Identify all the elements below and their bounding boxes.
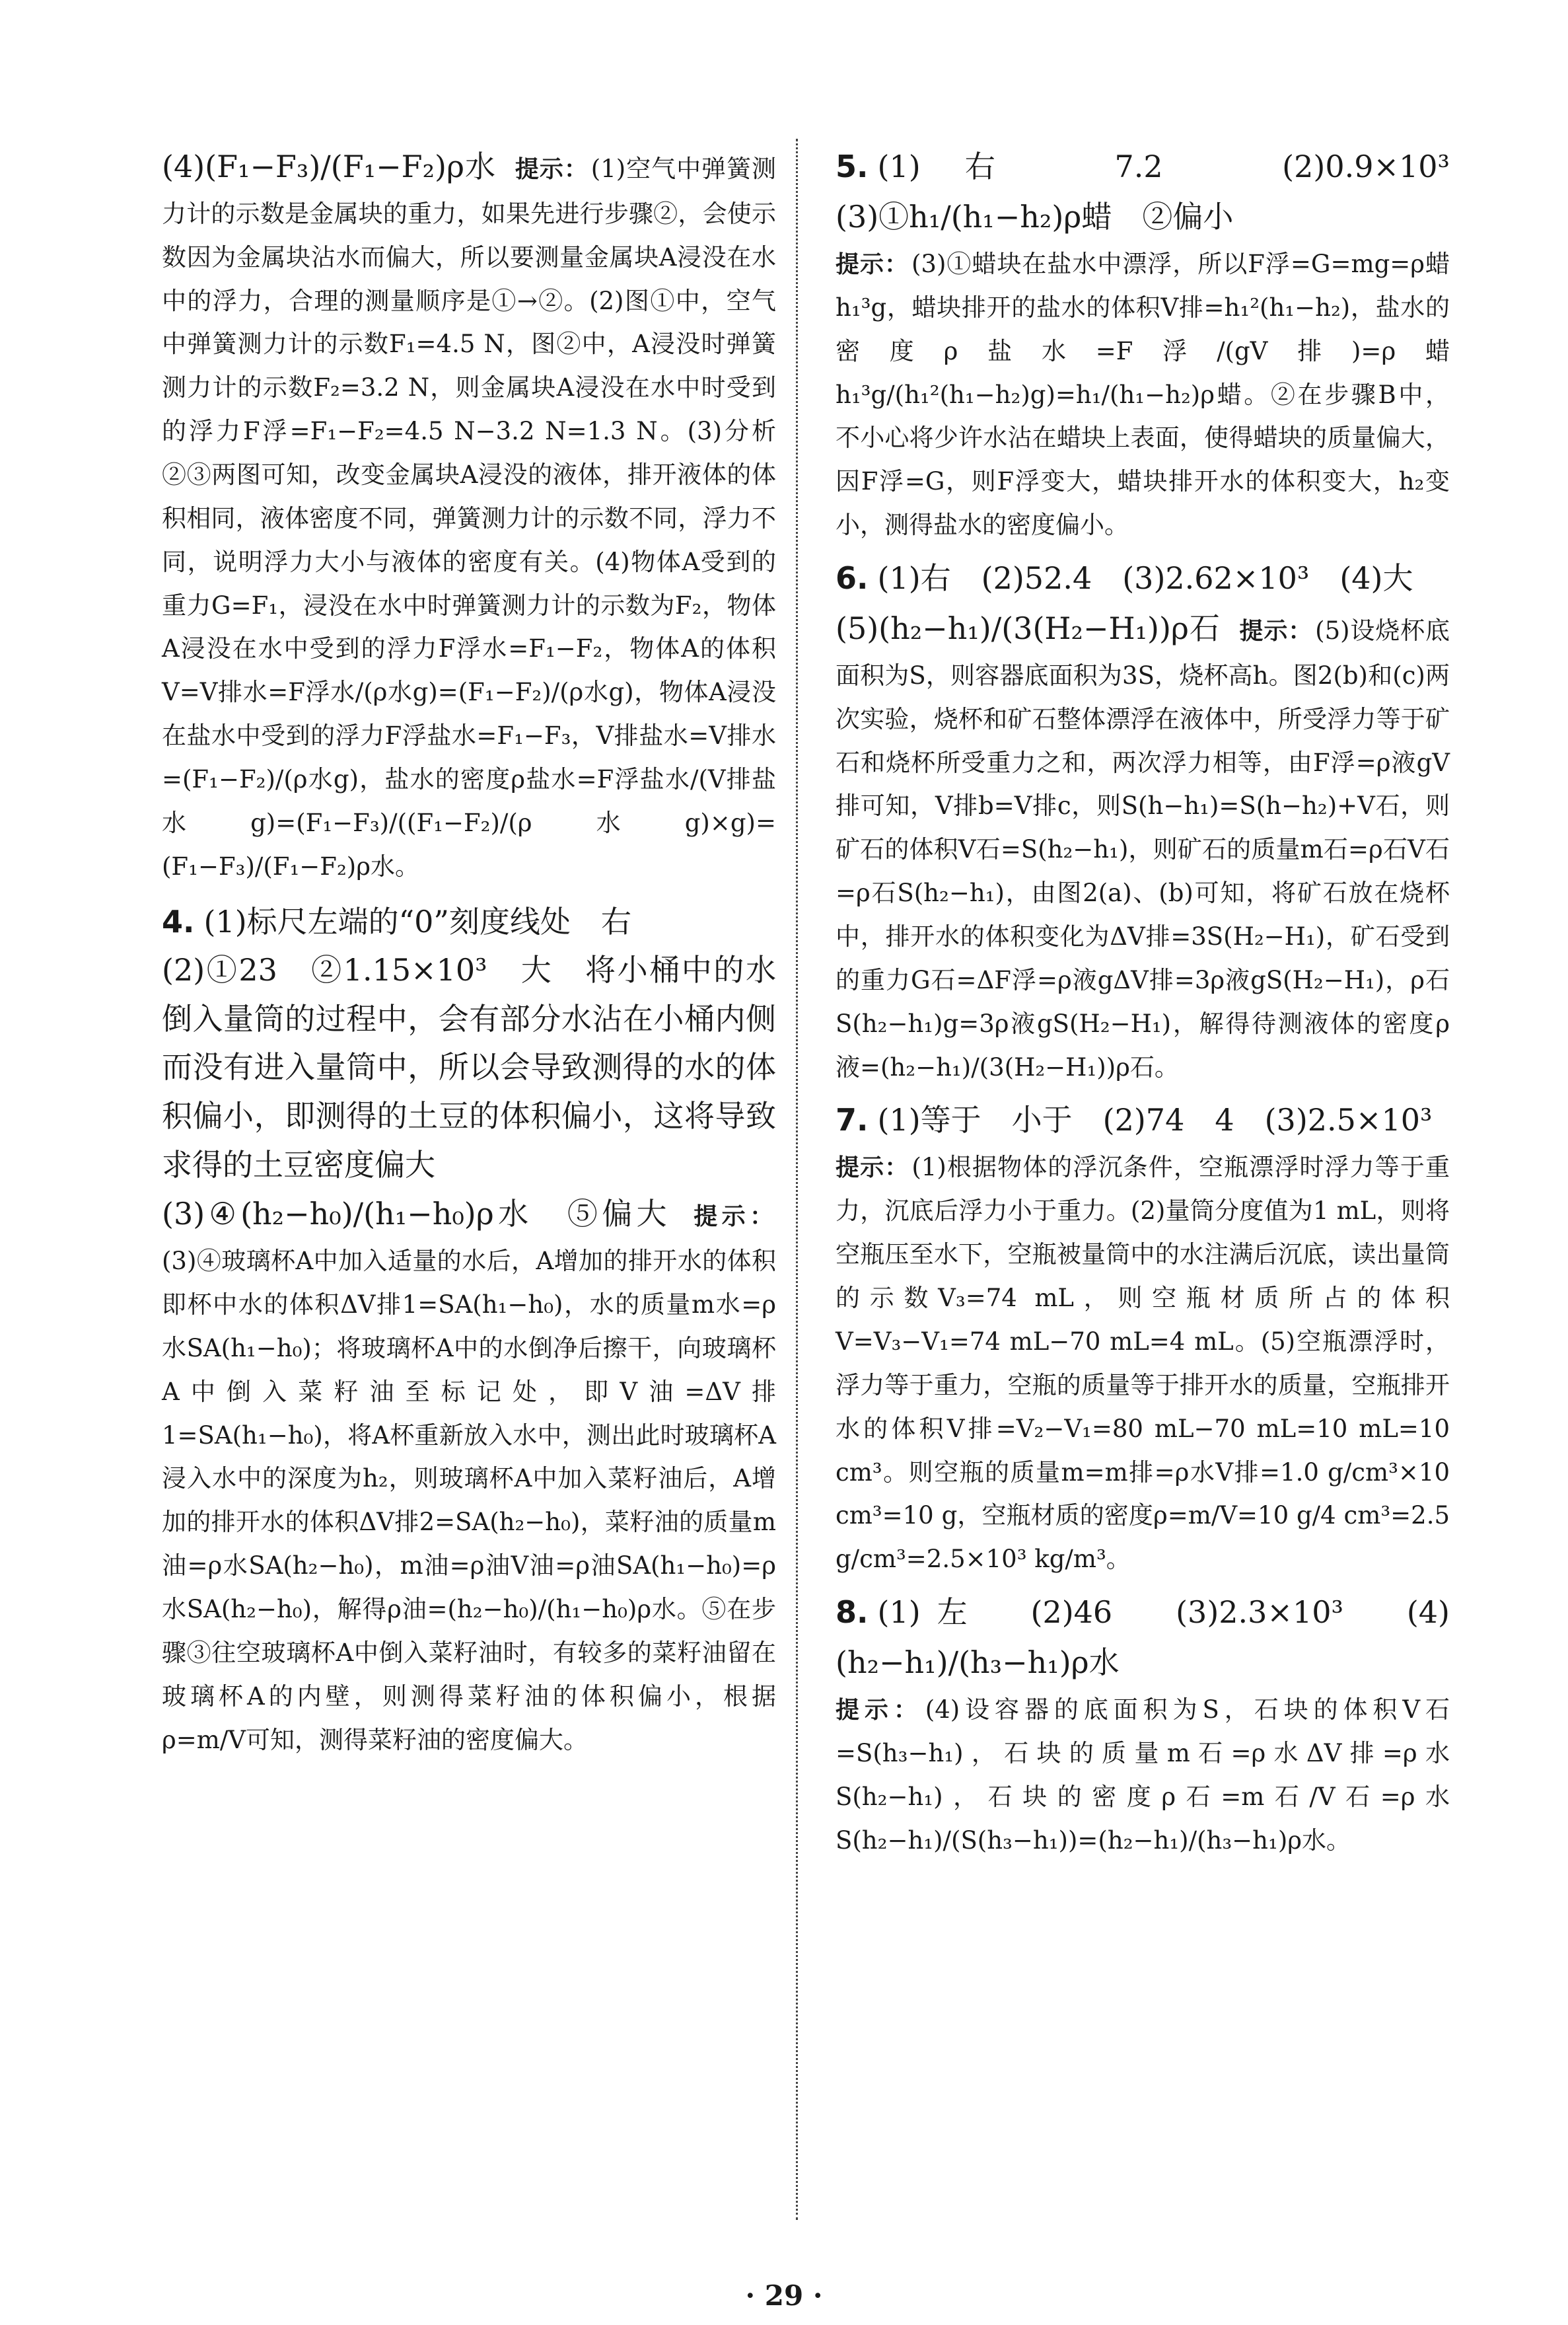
right-column — [836, 142, 1480, 1865]
item7-hint: (1)根据物体的浮沉条件，空瓶漂浮时浮力等于重力，沉底后浮力小于重力。(2)量筒分度值为1 mL，则将空瓶压至水下，空瓶被量筒中的水注满后沉底，读出量筒的示数V₃=74 mL，则空瓶材质所占的体积V=V₃−V₁=74 mL−70 mL=4 mL。(5)空瓶漂浮时，浮力等于重力，空瓶的质量等于排开水的质量，空瓶排开水的体积V排=V₂−V₁=80 mL−70 mL=10 mL=10 cm³。则空瓶的质量m=m排=ρ水V排=1.0 g/cm³×10 cm³=10 g，空瓶材质的密度ρ=m/V=10 g/4 cm³=2.5 g/cm³=2.5×10³ kg/m³。 — [836, 1153, 1450, 1574]
item6-answer: (1)右 (2)52.4 (3)2.62×10³ (4)大 — [877, 560, 1413, 597]
hint-label: 提示： — [1238, 617, 1313, 645]
column-divider — [796, 139, 798, 2220]
item6-hint: (5)设烧杯底面积为S，则容器底面积为3S，烧杯高h。图2(b)和(c)两次实验，烧杯和矿石整体漂浮在液体中，所受浮力等于矿石和烧杯所受重力之和，两次浮力相等，由F浮=ρ液gV排可知，V排b=V排c，则S(h−h₁)=S(h−h₂)+V石，则矿石的体积V石=S(h₂−h₁)，则矿石的质量m石=ρ石V石=ρ石S(h₂−h₁)，由图2(a)、(b)可知，将矿石放在烧杯中，排开水的体积变化为ΔV排=3S(H₂−H₁)，矿石受到的重力G石=ΔF浮=ρ液gΔV排=3ρ液gS(H₂−H₁)，ρ石S(h₂−h₁)g=3ρ液gS(H₂−H₁)，解得待测液体的密度ρ液=(h₂−h₁)/(3(H₂−H₁))ρ石。 — [836, 616, 1450, 1082]
item6-number: 6. — [836, 560, 869, 597]
answer-item-3-continued — [162, 142, 776, 889]
item4-number: 4. — [162, 903, 195, 940]
hint-label: 提示： — [836, 1696, 923, 1724]
hint-label: 提示： — [514, 156, 588, 183]
item8-answer: (1)左 (2)46 (3)2.3×10³ (4)(h₂−h₁)/(h₃−h₁)ρ水 — [836, 1594, 1450, 1680]
item3-hint: (1)空气中弹簧测力计的示数是金属块的重力，如果先进行步骤②，会使示数因为金属块沾水而偏大，所以要测量金属块A浸没在水中的浮力，合理的测量顺序是①→②。(2)图①中，空气中弹簧测力计的示数F₁=4.5 N，图②中，A浸没时弹簧测力计的示数F₂=3.2 N，则金属块A浸没在水中时受到的浮力F浮=F₁−F₂=4.5 N−3.2 N=1.3 N。(3)分析②③两图可知，改变金属块A浸没的液体，排开液体的体积相同，液体密度不同，弹簧测力计的示数不同，浮力不同，说明浮力大小与液体的密度有关。(4)物体A受到的重力G=F₁，浸没在水中时弹簧测力计的示数为F₂，物体A浸没在水中受到的浮力F浮水=F₁−F₂，物体A的体积V=V排水=F浮水/(ρ水g)=(F₁−F₂)/(ρ水g)，物体A浸没在盐水中受到的浮力F浮盐水=F₁−F₃，V排盐水=V排水=(F₁−F₂)/(ρ水g)，盐水的密度ρ盐水=F浮盐水/(V排盐水g)=(F₁−F₃)/((F₁−F₂)/(ρ水g)×g)=(F₁−F₃)/(F₁−F₂)ρ水。 — [162, 155, 776, 881]
answer-item-8 — [836, 1588, 1450, 1862]
item7-number: 7. — [836, 1102, 869, 1138]
item8-hint: (4)设容器的底面积为S，石块的体积V石=S(h₃−h₁)，石块的质量m石=ρ水ΔV排=ρ水S(h₂−h₁)，石块的密度ρ石=m石/V石=ρ水S(h₂−h₁)/(S(h₃−h₁))=(h₂−h₁)/(h₃−h₁)ρ水。 — [836, 1695, 1450, 1855]
answer-item-5 — [836, 142, 1480, 547]
item5-answer: (1)右 7.2 (2)0.9×10³ (3)①h₁/(h₁−h₂)ρ蜡 ②偏小 — [836, 149, 1480, 235]
hint-label: 提示： — [689, 1203, 773, 1231]
answer-item-6 — [836, 554, 1450, 1089]
answer-item-7 — [836, 1095, 1450, 1581]
item4-answer3: (3)④(h₂−h₀)/(h₁−h₀)ρ水 ⑤偏大 — [162, 1196, 671, 1232]
item4-line1: (1)标尺左端的“0”刻度线处 右 — [203, 903, 631, 940]
hint-label: 提示： — [836, 250, 909, 278]
item7-answer: (1)等于 小于 (2)74 4 (3)2.5×10³ — [877, 1102, 1433, 1138]
item5-number: 5. — [836, 149, 869, 184]
page-number: · 29 · — [745, 2279, 823, 2312]
hint-label: 提示： — [836, 1154, 909, 1182]
item6-answer5: (5)(h₂−h₁)/(3(H₂−H₁))ρ石 — [836, 610, 1221, 646]
left-column — [162, 142, 776, 1764]
item8-number: 8. — [836, 1594, 869, 1631]
answer-item-4 — [162, 898, 776, 1762]
item4-hint: (3)④玻璃杯A中加入适量的水后，A增加的排开水的体积即杯中水的体积ΔV排1=SA(h₁−h₀)，水的质量m水=ρ水SA(h₁−h₀)；将玻璃杯A中的水倒净后擦干，向玻璃杯A中倒入菜籽油至标记处，即V油=ΔV排1=SA(h₁−h₀)，将A杯重新放入水中，测出此时玻璃杯A浸入水中的深度为h₂，则玻璃杯A中加入菜籽油后，A增加的排开水的体积ΔV排2=SA(h₂−h₀)，菜籽油的质量m油=ρ水SA(h₂−h₀)，m油=ρ油V油=ρ油SA(h₁−h₀)=ρ水SA(h₂−h₀)，解得ρ油=(h₂−h₀)/(h₁−h₀)ρ水。⑤在步骤③往空玻璃杯A中倒入菜籽油时，有较多的菜籽油留在玻璃杯A的内壁，则测得菜籽油的体积偏小，根据ρ=m/V可知，测得菜籽油的密度偏大。 — [162, 1247, 776, 1754]
item3-answer: (4)(F₁−F₃)/(F₁−F₂)ρ水 — [162, 149, 496, 184]
item4-line2: (2)①23 ②1.15×10³ 大 将小桶中的水倒入量筒的过程中，会有部分水沾在小桶内侧而没有进入量筒中，所以会导致测得的水的体积偏小，即测得的土豆的体积偏小，这将导致求得的土豆密度偏大 — [162, 952, 776, 1183]
item5-hint: (3)①蜡块在盐水中漂浮，所以F浮=G=mg=ρ蜡h₁³g，蜡块排开的盐水的体积V排=h₁²(h₁−h₂)，盐水的密度ρ盐水=F浮/(gV排)=ρ蜡h₁³g/(h₁²(h₁−h₂)g)=h₁/(h₁−h₂)ρ蜡。②在步骤B中，不小心将少许水沾在蜡块上表面，使得蜡块的质量偏大，因F浮=G，则F浮变大，蜡块排开水的体积变大，h₂变小，测得盐水的密度偏小。 — [836, 249, 1450, 540]
